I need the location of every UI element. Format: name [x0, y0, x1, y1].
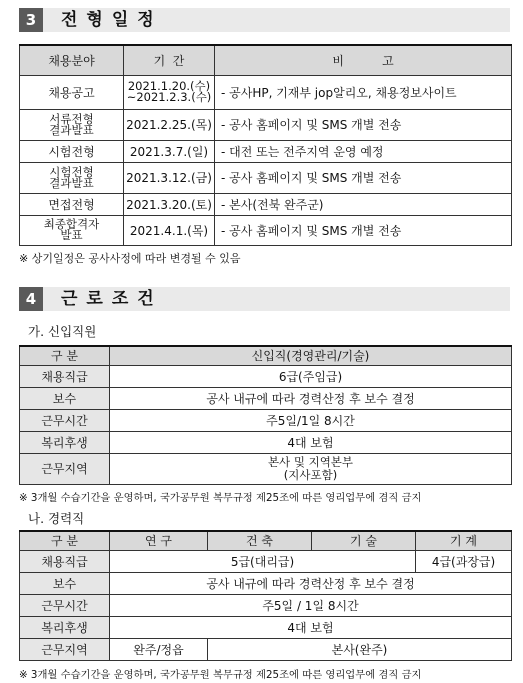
row-label: 복리후생 [20, 616, 110, 638]
section-number: 3 [19, 8, 43, 32]
table-row [20, 409, 512, 431]
schedule-footnote: ※ 상기일정은 공사사정에 따라 변경될 수 있음 [19, 252, 241, 265]
row-label: 복리후생 [20, 431, 110, 453]
new-hire-table [19, 345, 512, 485]
field-cell: 서류전형 결과발표 [20, 109, 124, 140]
row-label: 보수 [20, 572, 110, 594]
row-value: 5급(대리급) [110, 550, 416, 572]
col-header: 구 분 [20, 531, 110, 550]
period-cell: 2021.4.1.(목) [124, 215, 215, 245]
table-row [20, 365, 512, 387]
field-cell: 채용공고 [20, 75, 124, 109]
row-value: 본사(완주) [208, 638, 512, 660]
table-row [20, 162, 512, 193]
col-header: 기 술 [312, 531, 416, 550]
table-row [20, 594, 512, 616]
table-row [20, 387, 512, 409]
table-row [20, 638, 512, 660]
experienced-label: 나. 경력직 [28, 511, 85, 526]
schedule-table [19, 44, 512, 246]
section-number: 4 [19, 287, 43, 311]
row-value: 완주/정읍 [110, 638, 208, 660]
table-row [20, 193, 512, 215]
row-label: 근무지역 [20, 638, 110, 660]
field-cell: 최종합격자 발표 [20, 215, 124, 245]
table-row [20, 616, 512, 638]
row-value: 본사 및 지역본부 (지사포함) [110, 453, 512, 484]
note-cell: - 공사 홈페이지 및 SMS 개별 전송 [215, 215, 512, 245]
row-label: 보수 [20, 387, 110, 409]
row-value: 4대 보험 [110, 616, 512, 638]
col-header: 구 분 [20, 346, 110, 365]
period-cell: 2021.3.20.(토) [124, 193, 215, 215]
table-row [20, 431, 512, 453]
period-cell: 2021.3.7.(일) [124, 140, 215, 162]
experienced-footnote: ※ 3개월 수습기간을 운영하며, 국가공무원 복무규정 제25조에 따른 영리업무에 겸직 금지 [19, 669, 422, 681]
period-cell: 2021.2.25.(목) [124, 109, 215, 140]
table-row [20, 550, 512, 572]
new-hire-label: 가. 신입직원 [28, 324, 97, 339]
field-cell: 면접전형 [20, 193, 124, 215]
table-row [20, 215, 512, 245]
col-header: 건 축 [208, 531, 312, 550]
col-header: 채용분야 [20, 45, 124, 75]
row-value: 6급(주임급) [110, 365, 512, 387]
section-3-header [19, 8, 510, 32]
section-4-header [19, 287, 510, 311]
note-cell: - 공사 홈페이지 및 SMS 개별 전송 [215, 109, 512, 140]
table-row [20, 572, 512, 594]
period-cell: 2021.3.12.(금) [124, 162, 215, 193]
period-cell: 2021.1.20.(수) ~2021.2.3.(수) [124, 75, 215, 109]
table-row [20, 75, 512, 109]
field-cell: 시험전형 결과발표 [20, 162, 124, 193]
table-row [20, 140, 512, 162]
section-title: 근로조건 [61, 289, 163, 309]
row-value: 주5일/1일 8시간 [110, 409, 512, 431]
note-cell: - 본사(전북 완주군) [215, 193, 512, 215]
row-label: 근무시간 [20, 409, 110, 431]
table-row [20, 453, 512, 484]
row-label: 채용직급 [20, 365, 110, 387]
col-header: 기 간 [124, 45, 215, 75]
col-header: 신입직(경영관리/기술) [110, 346, 512, 365]
col-header: 비 고 [215, 45, 512, 75]
note-cell: - 공사HP, 기재부 jop알리오, 채용정보사이트 [215, 75, 512, 109]
table-row [20, 109, 512, 140]
row-label: 근무지역 [20, 453, 110, 484]
row-value: 4대 보험 [110, 431, 512, 453]
field-cell: 시험전형 [20, 140, 124, 162]
col-header: 기 계 [416, 531, 512, 550]
note-cell: - 대전 또는 전주지역 운영 예정 [215, 140, 512, 162]
row-value: 공사 내규에 따라 경력산정 후 보수 결정 [110, 572, 512, 594]
experienced-table [19, 530, 512, 661]
note-cell: - 공사 홈페이지 및 SMS 개별 전송 [215, 162, 512, 193]
new-hire-footnote: ※ 3개월 수습기간을 운영하며, 국가공무원 복무규정 제25조에 따른 영리업무에 겸직 금지 [19, 492, 422, 504]
row-value: 공사 내규에 따라 경력산정 후 보수 결정 [110, 387, 512, 409]
row-label: 채용직급 [20, 550, 110, 572]
section-title: 전형일정 [61, 10, 163, 30]
row-label: 근무시간 [20, 594, 110, 616]
col-header: 연 구 [110, 531, 208, 550]
row-value: 4급(과장급) [416, 550, 512, 572]
row-value: 주5일 / 1일 8시간 [110, 594, 512, 616]
